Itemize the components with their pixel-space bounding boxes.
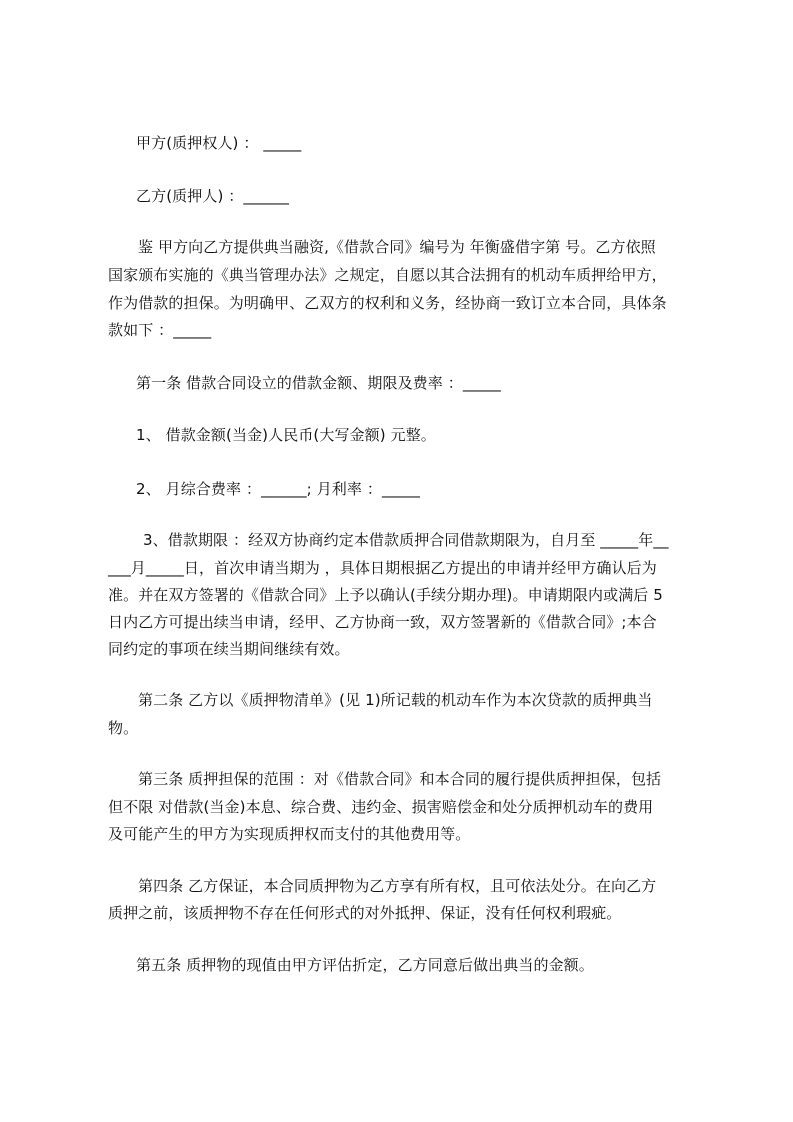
party-b-line: 乙方(质押人) ：______ (136, 187, 289, 205)
article-1-item-3-line-5: 同约定的事项在续当期间继续有效。 (108, 640, 350, 658)
article-5-line: 第五条 质押物的现值由甲方评估折定，乙方同意后做出典当的金额。 (136, 956, 594, 974)
article-2-line-2: 物。 (108, 719, 139, 737)
article-1-item-1: 1、 借款金额(当金)人民币(大写金额) 元整。 (136, 426, 436, 444)
preamble-line-2: 国家颁布实施的《典当管理办法》之规定，自愿以其合法拥有的机动车质押给甲方， (108, 266, 667, 284)
preamble-line-1: 鉴 甲方向乙方提供典当融资,《借款合同》编号为 年衡盛借字第 号。乙方依照 (138, 238, 656, 256)
preamble-line-4: 款如下 ：_____ (108, 321, 212, 339)
article-1-item-3-line-3: 准。并在双方签署的《借款合同》上予以确认(手续分期办理)。申请期限内或满后 5 (108, 586, 663, 604)
article-2-line-1: 第二条 乙方以《质押物清单》(见 1)所记载的机动车作为本次贷款的质押典当 (138, 691, 653, 709)
article-1-title: 第一条 借款合同设立的借款金额、期限及费率 ：_____ (136, 374, 501, 392)
article-1-item-2: 2、 月综合费率 ：______; 月利率 ：_____ (136, 480, 420, 498)
article-4-line-1: 第四条 乙方保证，本合同质押物为乙方享有所有权，且可依法处分。在向乙方 (138, 877, 657, 895)
party-a-line: 甲方(质押权人) ： _____ (136, 134, 302, 152)
article-1-item-3-line-1: 3、借款期限 ：经双方协商约定本借款质押合同借款期限为，自月至 _____年__ (143, 531, 669, 549)
article-3-line-1: 第三条 质押担保的范围 ：对《借款合同》和本合同的履行提供质押担保，包括 (138, 770, 662, 788)
article-3-line-2: 但不限 对借款(当金)本息、综合费、违约金、损害赔偿金和处分质押机动车的费用 (108, 798, 654, 816)
article-1-item-3-line-2: ___月_____日，首次申请当期为 ，具体日期根据乙方提出的申请并经甲方确认后为 (108, 559, 657, 577)
article-1-item-3-line-4: 日内乙方可提出续当申请，经甲、乙方协商一致，双方签署新的《借款合同》;本合 (108, 613, 657, 631)
preamble-line-3: 作为借款的担保。为明确甲、乙双方的权利和义务，经协商一致订立本合同，具体条 (108, 294, 667, 312)
article-4-line-2: 质押之前，该质押物不存在任何形式的对外抵押、保证，没有任何权利瑕疵。 (108, 904, 622, 922)
article-3-line-3: 及可能产生的甲方为实现质押权而支付的其他费用等。 (108, 825, 471, 843)
